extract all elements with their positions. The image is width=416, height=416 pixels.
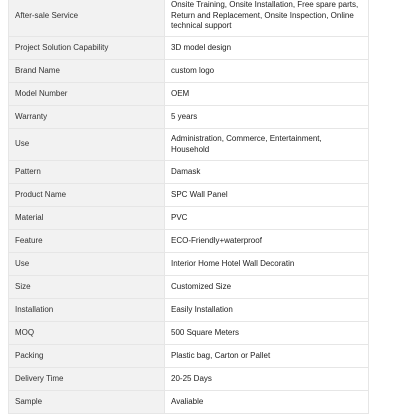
table-row	[9, 37, 369, 60]
table-row	[9, 345, 369, 368]
spec-value: 20-25 Days	[165, 368, 369, 391]
spec-key: Material	[9, 207, 165, 230]
table-row	[9, 106, 369, 129]
spec-value: Avaliable	[165, 391, 369, 414]
spec-value: Onsite Training, Onsite Installation, Free spare parts, Return and Replacement, Onsite Inspection, Online technical support	[165, 0, 369, 37]
spec-key: Sample	[9, 391, 165, 414]
spec-value: Easily Installation	[165, 299, 369, 322]
specification-table	[8, 0, 369, 414]
spec-value: Customized Size	[165, 276, 369, 299]
table-row	[9, 368, 369, 391]
spec-key: Brand Name	[9, 60, 165, 83]
spec-value: custom logo	[165, 60, 369, 83]
spec-value: 500 Square Meters	[165, 322, 369, 345]
table-row	[9, 391, 369, 414]
table-row	[9, 184, 369, 207]
spec-key: Use	[9, 129, 165, 161]
spec-key: Pattern	[9, 161, 165, 184]
table-row	[9, 207, 369, 230]
table-row	[9, 299, 369, 322]
table-row	[9, 253, 369, 276]
table-row	[9, 83, 369, 106]
table-row	[9, 0, 369, 37]
spec-key: MOQ	[9, 322, 165, 345]
spec-key: After-sale Service	[9, 0, 165, 37]
spec-key: Packing	[9, 345, 165, 368]
spec-value: 5 years	[165, 106, 369, 129]
spec-value: OEM	[165, 83, 369, 106]
spec-value: Interior Home Hotel Wall Decoratin	[165, 253, 369, 276]
spec-value: SPC Wall Panel	[165, 184, 369, 207]
table-row	[9, 60, 369, 83]
spec-key: Model Number	[9, 83, 165, 106]
table-row	[9, 129, 369, 161]
spec-value: PVC	[165, 207, 369, 230]
spec-value: Administration, Commerce, Entertainment, Household	[165, 129, 369, 161]
spec-value: Damask	[165, 161, 369, 184]
spec-key: Warranty	[9, 106, 165, 129]
spec-key: Size	[9, 276, 165, 299]
spec-key: Use	[9, 253, 165, 276]
table-row	[9, 230, 369, 253]
table-row	[9, 322, 369, 345]
spec-value: Plastic bag, Carton or Pallet	[165, 345, 369, 368]
spec-key: Project Solution Capability	[9, 37, 165, 60]
spec-key: Delivery Time	[9, 368, 165, 391]
spec-key: Product Name	[9, 184, 165, 207]
spec-value: ECO-Friendly+waterproof	[165, 230, 369, 253]
spec-key: Installation	[9, 299, 165, 322]
spec-value: 3D model design	[165, 37, 369, 60]
spec-key: Feature	[9, 230, 165, 253]
table-row	[9, 161, 369, 184]
table-row	[9, 276, 369, 299]
